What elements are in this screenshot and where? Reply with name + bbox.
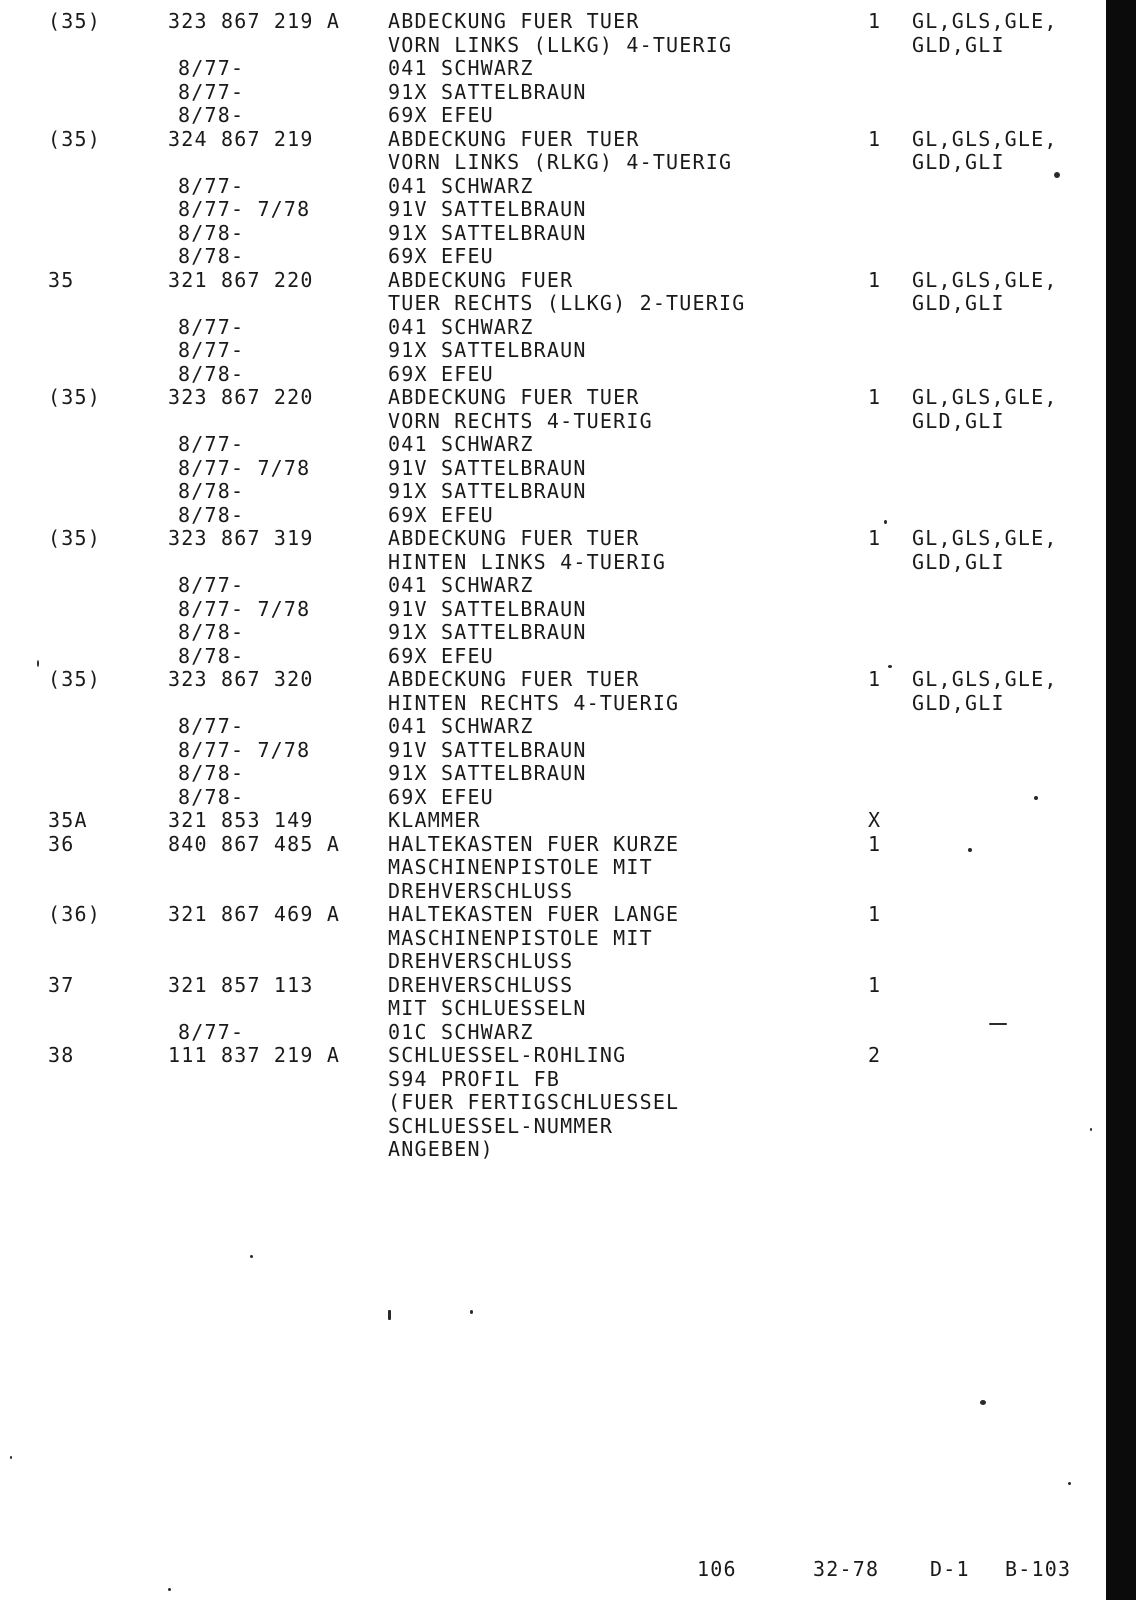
page-footer [0, 1555, 1100, 1583]
parts-row [0, 198, 1100, 222]
parts-row [0, 128, 1100, 152]
part-number: 323 867 219 A [168, 9, 341, 33]
description: DREHVERSCHLUSS [388, 972, 574, 997]
description: VORN LINKS (LLKG) 4-TUERIG [388, 32, 733, 57]
parts-row [0, 715, 1100, 739]
scan-speck [989, 1023, 1007, 1025]
description: HALTEKASTEN FUER LANGE [388, 902, 680, 926]
description: (FUER FERTIGSCHLUESSEL [388, 1090, 680, 1114]
parts-row [0, 433, 1100, 457]
scan-speck [968, 848, 972, 852]
quantity: 1 [868, 267, 882, 292]
description: ABDECKUNG FUER TUER [388, 526, 640, 550]
parts-row [0, 339, 1100, 363]
quantity: 1 [868, 972, 882, 997]
description: 041 SCHWARZ [388, 714, 534, 738]
parts-row [0, 621, 1100, 645]
model-codes: GLD,GLI [912, 690, 1005, 715]
scan-speck [1054, 172, 1060, 178]
parts-row [0, 104, 1100, 128]
description: ABDECKUNG FUER TUER [388, 385, 640, 409]
part-number: 321 857 113 [168, 972, 314, 997]
parts-row [0, 1138, 1100, 1162]
parts-row [0, 245, 1100, 269]
description: 91X SATTELBRAUN [388, 79, 587, 104]
date-range: 8/78- [178, 784, 245, 809]
parts-row [0, 880, 1100, 904]
parts-row [0, 1044, 1100, 1068]
parts-row [0, 833, 1100, 857]
description: VORN RECHTS 4-TUERIG [388, 408, 653, 433]
description: KLAMMER [388, 808, 481, 832]
item-number: 37 [48, 972, 75, 997]
model-codes: GL,GLS,GLE, [912, 667, 1058, 691]
description: MASCHINENPISTOLE MIT [388, 855, 653, 879]
item-number: 35 [48, 267, 75, 292]
model-codes: GL,GLS,GLE, [912, 126, 1058, 151]
date-range: 8/78- [178, 620, 245, 644]
parts-row [0, 292, 1100, 316]
part-number: 321 867 469 A [168, 902, 341, 926]
date-range: 8/77- [178, 173, 245, 198]
parts-row [0, 997, 1100, 1021]
parts-row [0, 598, 1100, 622]
quantity: 1 [868, 831, 882, 856]
parts-row [0, 762, 1100, 786]
quantity: 1 [868, 667, 882, 691]
parts-row [0, 974, 1100, 998]
parts-row [0, 363, 1100, 387]
model-codes: GLD,GLI [912, 150, 1005, 174]
description: 041 SCHWARZ [388, 173, 534, 198]
parts-row [0, 739, 1100, 763]
description: 69X EFEU [388, 784, 494, 809]
scan-edge-bar [1106, 0, 1136, 1600]
model-codes: GL,GLS,GLE, [912, 385, 1058, 409]
item-number: (35) [48, 526, 101, 550]
parts-row [0, 34, 1100, 58]
parts-row [0, 551, 1100, 575]
description: MIT SCHLUESSELN [388, 996, 587, 1020]
part-number: 321 853 149 [168, 808, 314, 832]
parts-row [0, 809, 1100, 833]
part-number: 111 837 219 A [168, 1043, 341, 1067]
part-number: 323 867 320 [168, 667, 314, 691]
description: 041 SCHWARZ [388, 432, 534, 456]
date-range: 8/78- [178, 479, 245, 503]
quantity: 1 [868, 385, 882, 409]
description: ABDECKUNG FUER TUER [388, 126, 640, 151]
description: SCHLUESSEL-ROHLING [388, 1043, 627, 1067]
parts-row [0, 692, 1100, 716]
description: 69X EFEU [388, 361, 494, 386]
description: HALTEKASTEN FUER KURZE [388, 831, 680, 856]
description: ANGEBEN) [388, 1137, 494, 1161]
parts-row [0, 457, 1100, 481]
description: 69X EFEU [388, 244, 494, 268]
quantity: X [868, 808, 882, 832]
description: HINTEN LINKS 4-TUERIG [388, 549, 667, 574]
date-range: 8/77- 7/78 [178, 737, 311, 762]
part-number: 321 867 220 [168, 267, 314, 292]
quantity: 1 [868, 9, 882, 33]
date-range: 8/78- [178, 502, 245, 527]
description: DREHVERSCHLUSS [388, 878, 574, 903]
parts-row [0, 903, 1100, 927]
description: SCHLUESSEL-NUMMER [388, 1113, 614, 1138]
description: 91X SATTELBRAUN [388, 220, 587, 245]
parts-row [0, 1115, 1100, 1139]
description: DREHVERSCHLUSS [388, 949, 574, 973]
parts-row [0, 81, 1100, 105]
description: S94 PROFIL FB [388, 1066, 561, 1091]
date-range: 8/77- [178, 314, 245, 339]
quantity: 1 [868, 526, 882, 550]
date-range: 8/78- [178, 103, 245, 127]
scan-speck [37, 660, 39, 667]
description: MASCHINENPISTOLE MIT [388, 925, 653, 950]
part-number: 323 867 220 [168, 385, 314, 409]
model-codes: GL,GLS,GLE, [912, 267, 1058, 292]
description: ABDECKUNG FUER TUER [388, 667, 640, 691]
description: HINTEN RECHTS 4-TUERIG [388, 690, 680, 715]
date-range: 8/78- [178, 244, 245, 268]
scan-speck [470, 1310, 473, 1314]
description: ABDECKUNG FUER TUER [388, 9, 640, 33]
date-range: 8/78- [178, 761, 245, 785]
description: 69X EFEU [388, 502, 494, 527]
quantity: 1 [868, 902, 882, 926]
item-number: 36 [48, 831, 75, 856]
part-number: 324 867 219 [168, 126, 314, 151]
date-range: 8/77- [178, 338, 245, 362]
description: 01C SCHWARZ [388, 1019, 534, 1044]
parts-row [0, 151, 1100, 175]
part-number: 840 867 485 A [168, 831, 341, 856]
scan-speck [250, 1255, 253, 1258]
description: 91X SATTELBRAUN [388, 479, 587, 503]
description: 91X SATTELBRAUN [388, 761, 587, 785]
description: 91V SATTELBRAUN [388, 737, 587, 762]
date-range: 8/77- 7/78 [178, 455, 311, 480]
parts-row [0, 386, 1100, 410]
description: ABDECKUNG FUER [388, 267, 574, 292]
scan-speck [888, 665, 892, 668]
part-number: 323 867 319 [168, 526, 314, 550]
description: 041 SCHWARZ [388, 573, 534, 597]
quantity: 1 [868, 126, 882, 151]
parts-row [0, 504, 1100, 528]
footer-section: D-1 [930, 1557, 970, 1581]
footer-reference: B-103 [1005, 1557, 1072, 1581]
parts-row [0, 10, 1100, 34]
item-number: (35) [48, 126, 101, 151]
footer-code: 32-78 [813, 1557, 880, 1581]
date-range: 8/77- [178, 714, 245, 738]
scan-speck [1034, 796, 1038, 800]
item-number: (35) [48, 667, 101, 691]
parts-row [0, 668, 1100, 692]
parts-row [0, 527, 1100, 551]
description: 69X EFEU [388, 643, 494, 668]
description: 91X SATTELBRAUN [388, 620, 587, 644]
parts-row [0, 269, 1100, 293]
description: 91V SATTELBRAUN [388, 596, 587, 621]
footer-page-number: 106 [697, 1557, 737, 1581]
date-range: 8/77- 7/78 [178, 197, 311, 221]
model-codes: GLD,GLI [912, 291, 1005, 315]
date-range: 8/78- [178, 643, 245, 668]
item-number: 35A [48, 808, 88, 832]
date-range: 8/77- 7/78 [178, 596, 311, 621]
parts-row [0, 175, 1100, 199]
parts-row [0, 645, 1100, 669]
parts-row [0, 316, 1100, 340]
date-range: 8/78- [178, 361, 245, 386]
model-codes: GL,GLS,GLE, [912, 9, 1058, 33]
description: 041 SCHWARZ [388, 314, 534, 339]
description: 69X EFEU [388, 103, 494, 127]
item-number: (35) [48, 9, 101, 33]
parts-row [0, 786, 1100, 810]
date-range: 8/77- [178, 432, 245, 456]
description: TUER RECHTS (LLKG) 2-TUERIG [388, 291, 746, 315]
model-codes: GLD,GLI [912, 32, 1005, 57]
description: 041 SCHWARZ [388, 56, 534, 80]
description: VORN LINKS (RLKG) 4-TUERIG [388, 150, 733, 174]
description: 91V SATTELBRAUN [388, 197, 587, 221]
date-range: 8/78- [178, 220, 245, 245]
scan-speck [980, 1400, 986, 1405]
description: 91X SATTELBRAUN [388, 338, 587, 362]
parts-row [0, 410, 1100, 434]
date-range: 8/77- [178, 1019, 245, 1044]
parts-row [0, 574, 1100, 598]
item-number: (36) [48, 902, 101, 926]
parts-row [0, 1091, 1100, 1115]
model-codes: GLD,GLI [912, 549, 1005, 574]
parts-row [0, 222, 1100, 246]
scan-speck [1090, 1128, 1092, 1131]
date-range: 8/77- [178, 79, 245, 104]
date-range: 8/77- [178, 573, 245, 597]
item-number: 38 [48, 1043, 75, 1067]
model-codes: GLD,GLI [912, 408, 1005, 433]
parts-row [0, 1021, 1100, 1045]
parts-row [0, 927, 1100, 951]
scan-speck [10, 1456, 12, 1459]
parts-row [0, 856, 1100, 880]
scan-speck [1068, 1482, 1071, 1485]
parts-row [0, 480, 1100, 504]
quantity: 2 [868, 1043, 882, 1067]
description: 91V SATTELBRAUN [388, 455, 587, 480]
model-codes: GL,GLS,GLE, [912, 526, 1058, 550]
parts-list [0, 10, 1100, 1162]
scan-speck [168, 1588, 171, 1591]
parts-row [0, 1068, 1100, 1092]
parts-row [0, 950, 1100, 974]
item-number: (35) [48, 385, 101, 409]
scan-speck [884, 520, 887, 524]
date-range: 8/77- [178, 56, 245, 80]
parts-row [0, 57, 1100, 81]
scan-speck [388, 1310, 391, 1320]
